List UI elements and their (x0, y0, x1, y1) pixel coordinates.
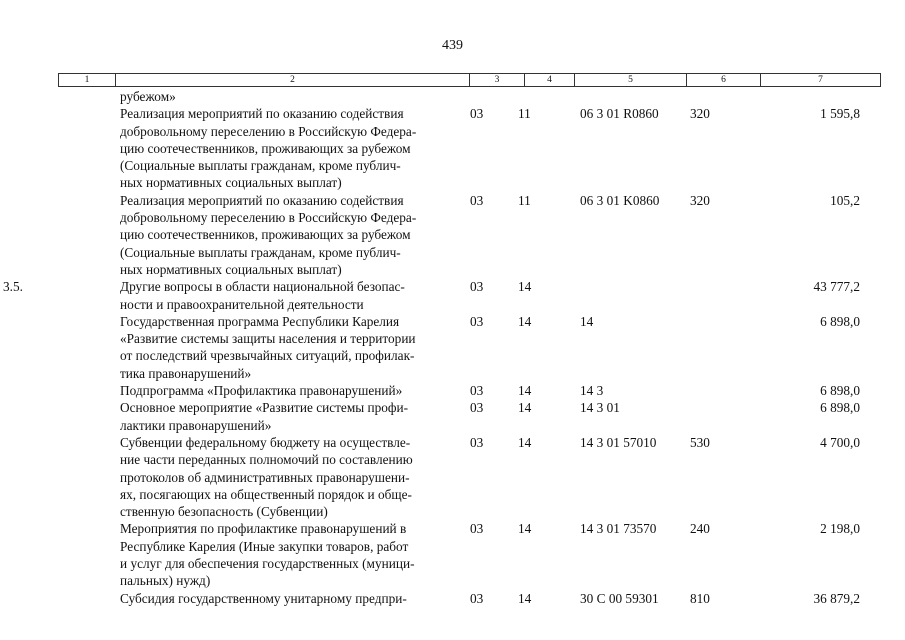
row-number (0, 434, 58, 520)
column-number-5: 5 (575, 74, 687, 86)
table-row (0, 399, 905, 434)
row-section: 03 (470, 521, 484, 537)
row-subsection: 14 (518, 313, 532, 329)
table-body (0, 88, 905, 607)
table-row (0, 88, 905, 105)
page-number: 439 (442, 38, 463, 53)
column-number-7: 7 (818, 75, 823, 85)
table-row (0, 105, 905, 191)
row-subsection: 11 (518, 192, 531, 208)
row-target-article: 30 С 00 59301 (580, 590, 659, 606)
row-amount: 2 198,0 (820, 521, 860, 537)
table-row (0, 278, 905, 313)
table-row (0, 434, 905, 520)
row-target-article (580, 278, 690, 313)
column-header-row (58, 73, 881, 87)
row-expense-type (690, 313, 750, 382)
row-expense-type: 810 (690, 590, 710, 606)
row-expense-type (690, 399, 750, 434)
row-number (0, 520, 58, 589)
row-section: 03 (470, 434, 484, 450)
row-expense-type: 320 (690, 192, 710, 208)
row-description: Мероприятия по профилактике правонарушений в Республике Карелия (Иные закупки товаров, работ и услуг для обеспечения государственных (муници- пальных) нужд) (120, 521, 415, 589)
row-expense-type: 530 (690, 434, 710, 450)
row-number: 3.5. (3, 279, 23, 295)
column-number-6: 6 (687, 74, 761, 86)
row-description: Субвенции федеральному бюджету на осуществле- ние части переданных полномочий по составлению протоколов об административных правонарушени- ях, посягающих на общественный порядок и обще- ственную безопасность (Субвенции) (120, 434, 413, 520)
row-subsection: 14 (518, 400, 532, 416)
row-number (0, 105, 58, 191)
table-row (0, 382, 905, 399)
row-section: 03 (470, 313, 484, 329)
row-amount: 1 595,8 (820, 106, 860, 122)
row-description: рубежом» (120, 89, 176, 104)
row-number (0, 590, 58, 607)
row-target-article: 14 3 01 73570 (580, 521, 657, 537)
row-subsection (518, 88, 580, 105)
row-subsection: 14 (518, 590, 532, 606)
row-target-article: 14 3 01 57010 (580, 434, 657, 450)
row-section: 03 (470, 400, 484, 416)
row-amount: 105,2 (830, 192, 860, 208)
row-subsection: 11 (518, 106, 531, 122)
row-target-article: 14 3 01 (580, 400, 620, 416)
row-target-article (580, 88, 690, 105)
row-number (0, 382, 58, 399)
row-description: Другие вопросы в области национальной безопас- ности и правоохранительной деятельности (120, 279, 405, 312)
table-row (0, 520, 905, 589)
row-description: Государственная программа Республики Карелия «Развитие системы защиты населения и территории от последствий чрезвычайных ситуаций, профилак- тика правонарушений» (120, 313, 416, 381)
row-number (0, 192, 58, 278)
row-description: Реализация мероприятий по оказанию содействия добровольному переселению в Российскую Федера- цию соотечественников, проживающих за рубежом (Социальные выплаты гражданам, кроме публич- ных нормативных социальных выплат) (120, 192, 417, 277)
row-target-article: 06 3 01 K0860 (580, 192, 660, 208)
row-section: 03 (470, 106, 484, 122)
row-section (470, 88, 518, 105)
column-number-1: 1 (59, 74, 116, 86)
row-subsection: 14 (518, 279, 532, 295)
row-section: 03 (470, 590, 484, 606)
row-description: Субсидия государственному унитарному предпри- (120, 590, 407, 606)
row-target-article: 14 3 (580, 383, 604, 399)
row-amount: 6 898,0 (820, 383, 860, 399)
row-expense-type: 240 (690, 521, 710, 537)
row-description: Реализация мероприятий по оказанию содействия добровольному переселению в Российскую Федера- цию соотечественников, проживающих за рубежом (Социальные выплаты гражданам, кроме публич- ных нормативных социальных выплат) (120, 106, 417, 191)
row-amount: 6 898,0 (820, 313, 860, 329)
row-number (0, 313, 58, 382)
row-expense-type (690, 88, 750, 105)
row-description: Подпрограмма «Профилактика правонарушений» (120, 383, 403, 399)
row-subsection: 14 (518, 434, 532, 450)
row-amount (750, 88, 860, 105)
row-expense-type (690, 278, 750, 313)
row-amount: 4 700,0 (820, 434, 860, 450)
column-number-2: 2 (116, 74, 470, 86)
row-subsection: 14 (518, 521, 532, 537)
row-section: 03 (470, 279, 484, 295)
row-description: Основное мероприятие «Развитие системы профи- лактики правонарушений» (120, 400, 409, 433)
column-number-3: 3 (470, 74, 525, 86)
row-amount: 36 879,2 (813, 590, 860, 606)
table-row (0, 313, 905, 382)
table-row (0, 192, 905, 278)
row-expense-type (690, 382, 750, 399)
row-section: 03 (470, 192, 484, 208)
row-section: 03 (470, 383, 484, 399)
row-expense-type: 320 (690, 106, 710, 122)
row-amount: 6 898,0 (820, 400, 860, 416)
row-number (0, 399, 58, 434)
row-target-article: 14 (580, 313, 594, 329)
row-amount: 43 777,2 (813, 279, 860, 295)
column-number-4: 4 (525, 74, 575, 86)
row-number (0, 88, 58, 105)
row-subsection: 14 (518, 383, 532, 399)
row-target-article: 06 3 01 R0860 (580, 106, 659, 122)
table-row (0, 590, 905, 607)
